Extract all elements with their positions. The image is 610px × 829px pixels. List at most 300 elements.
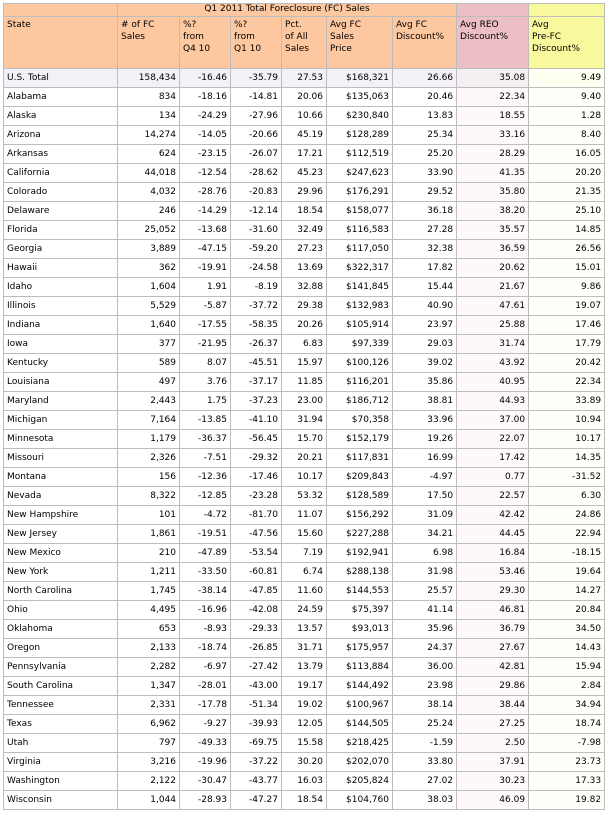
cell-avg-pre-fc-discount: -18.15 — [529, 544, 605, 563]
foreclosure-table-container — [3, 3, 604, 825]
table-row — [4, 202, 605, 221]
cell-state: Colorado — [4, 183, 118, 202]
cell-pct-from-q1-10: -58.35 — [231, 316, 282, 335]
cell-pct-from-q4-10: -18.74 — [180, 639, 231, 658]
cell-avg-pre-fc-discount: 25.10 — [529, 202, 605, 221]
cell-avg-reo-discount: 28.29 — [457, 145, 529, 164]
column-header-line: Pct. — [285, 20, 302, 30]
cell-pct-of-all-sales: 29.38 — [282, 297, 327, 316]
cell-pct-from-q4-10: 8.07 — [180, 354, 231, 373]
cell-pct-from-q4-10: -16.96 — [180, 601, 231, 620]
cell-avg-fc-discount: 19.26 — [393, 430, 457, 449]
cell-avg-fc-discount: 27.02 — [393, 772, 457, 791]
cell-avg-fc-sales-price: $227,288 — [327, 525, 393, 544]
cell-avg-pre-fc-discount: -7.98 — [529, 734, 605, 753]
cell-avg-fc-sales-price: $156,292 — [327, 506, 393, 525]
table-row — [4, 601, 605, 620]
cell-avg-fc-discount: 16.99 — [393, 449, 457, 468]
cell-fc-sales: 2,122 — [118, 772, 180, 791]
cell-pct-of-all-sales: 23.00 — [282, 392, 327, 411]
cell-avg-pre-fc-discount: 26.56 — [529, 240, 605, 259]
cell-avg-fc-discount: 35.96 — [393, 620, 457, 639]
cell-pct-of-all-sales: 31.94 — [282, 411, 327, 430]
cell-avg-reo-discount: 29.86 — [457, 677, 529, 696]
cell-avg-reo-discount: 41.35 — [457, 164, 529, 183]
cell-avg-fc-sales-price: $205,824 — [327, 772, 393, 791]
column-header-line: Q4 10 — [183, 44, 211, 54]
cell-avg-fc-sales-price: $100,126 — [327, 354, 393, 373]
cell-avg-fc-discount: 39.02 — [393, 354, 457, 373]
cell-avg-reo-discount: 35.08 — [457, 69, 529, 88]
table-row — [4, 620, 605, 639]
table-row — [4, 259, 605, 278]
column-header-line: Pre-FC — [532, 32, 562, 42]
cell-avg-fc-sales-price: $75,397 — [327, 601, 393, 620]
cell-avg-fc-discount: 13.83 — [393, 107, 457, 126]
cell-avg-reo-discount: 18.55 — [457, 107, 529, 126]
column-header-line: Q1 10 — [234, 44, 262, 54]
cell-pct-from-q1-10: -35.79 — [231, 69, 282, 88]
table-row — [4, 525, 605, 544]
cell-fc-sales: 156 — [118, 468, 180, 487]
cell-state: Hawaii — [4, 259, 118, 278]
cell-avg-fc-discount: 29.03 — [393, 335, 457, 354]
cell-avg-pre-fc-discount: 14.35 — [529, 449, 605, 468]
cell-avg-fc-discount: 40.90 — [393, 297, 457, 316]
cell-avg-reo-discount: 25.88 — [457, 316, 529, 335]
cell-avg-reo-discount: 47.61 — [457, 297, 529, 316]
cell-avg-pre-fc-discount: 22.34 — [529, 373, 605, 392]
cell-pct-of-all-sales: 20.06 — [282, 88, 327, 107]
table-row — [4, 696, 605, 715]
cell-avg-fc-sales-price: $104,760 — [327, 791, 393, 810]
cell-avg-pre-fc-discount: 34.94 — [529, 696, 605, 715]
cell-avg-pre-fc-discount: 9.40 — [529, 88, 605, 107]
cell-pct-from-q1-10: -56.45 — [231, 430, 282, 449]
cell-avg-reo-discount: 35.80 — [457, 183, 529, 202]
cell-state: California — [4, 164, 118, 183]
cell-pct-of-all-sales: 27.53 — [282, 69, 327, 88]
cell-avg-pre-fc-discount: 9.86 — [529, 278, 605, 297]
cell-avg-pre-fc-discount: 19.82 — [529, 791, 605, 810]
cell-avg-pre-fc-discount: 20.84 — [529, 601, 605, 620]
column-header-state — [4, 17, 118, 69]
cell-avg-fc-sales-price: $93,013 — [327, 620, 393, 639]
cell-avg-fc-sales-price: $135,063 — [327, 88, 393, 107]
cell-state: Maryland — [4, 392, 118, 411]
cell-pct-of-all-sales: 18.54 — [282, 791, 327, 810]
cell-avg-pre-fc-discount: 24.86 — [529, 506, 605, 525]
cell-pct-from-q1-10: -39.93 — [231, 715, 282, 734]
column-header-line: %? — [183, 20, 197, 30]
cell-pct-from-q1-10: -81.70 — [231, 506, 282, 525]
cell-avg-fc-discount: 41.14 — [393, 601, 457, 620]
cell-state: Minnesota — [4, 430, 118, 449]
cell-avg-fc-discount: 35.86 — [393, 373, 457, 392]
cell-fc-sales: 8,322 — [118, 487, 180, 506]
cell-pct-of-all-sales: 32.88 — [282, 278, 327, 297]
cell-avg-pre-fc-discount: 22.94 — [529, 525, 605, 544]
cell-pct-from-q1-10: -26.07 — [231, 145, 282, 164]
cell-pct-from-q4-10: -24.29 — [180, 107, 231, 126]
cell-avg-pre-fc-discount: 19.64 — [529, 563, 605, 582]
cell-avg-reo-discount: 43.92 — [457, 354, 529, 373]
cell-avg-reo-discount: 53.46 — [457, 563, 529, 582]
column-header-line: Discount% — [532, 44, 581, 54]
cell-avg-pre-fc-discount: 17.79 — [529, 335, 605, 354]
cell-state: New Hampshire — [4, 506, 118, 525]
cell-pct-from-q1-10: -51.34 — [231, 696, 282, 715]
cell-avg-fc-sales-price: $176,291 — [327, 183, 393, 202]
cell-fc-sales: 2,331 — [118, 696, 180, 715]
cell-avg-fc-sales-price: $141,845 — [327, 278, 393, 297]
cell-state: Georgia — [4, 240, 118, 259]
cell-pct-of-all-sales: 11.60 — [282, 582, 327, 601]
cell-state: Wisconsin — [4, 791, 118, 810]
cell-avg-pre-fc-discount: 23.73 — [529, 753, 605, 772]
cell-fc-sales: 377 — [118, 335, 180, 354]
cell-pct-from-q4-10: -33.50 — [180, 563, 231, 582]
cell-avg-fc-discount: 25.24 — [393, 715, 457, 734]
cell-avg-fc-sales-price: $70,358 — [327, 411, 393, 430]
cell-avg-pre-fc-discount: 20.20 — [529, 164, 605, 183]
cell-avg-fc-discount: 36.18 — [393, 202, 457, 221]
table-row — [4, 145, 605, 164]
cell-avg-reo-discount: 42.81 — [457, 658, 529, 677]
cell-state: Idaho — [4, 278, 118, 297]
cell-fc-sales: 14,274 — [118, 126, 180, 145]
cell-avg-fc-sales-price: $117,050 — [327, 240, 393, 259]
cell-state: New York — [4, 563, 118, 582]
cell-state: Utah — [4, 734, 118, 753]
cell-avg-fc-sales-price: $116,201 — [327, 373, 393, 392]
cell-avg-fc-sales-price: $202,070 — [327, 753, 393, 772]
cell-avg-fc-discount: 23.98 — [393, 677, 457, 696]
cell-avg-pre-fc-discount: 6.30 — [529, 487, 605, 506]
cell-fc-sales: 1,745 — [118, 582, 180, 601]
cell-pct-from-q1-10: -27.96 — [231, 107, 282, 126]
cell-pct-from-q1-10: -26.85 — [231, 639, 282, 658]
cell-avg-reo-discount: 31.74 — [457, 335, 529, 354]
cell-avg-fc-discount: 33.96 — [393, 411, 457, 430]
cell-state: Oregon — [4, 639, 118, 658]
cell-state: Alaska — [4, 107, 118, 126]
cell-state: Indiana — [4, 316, 118, 335]
table-row — [4, 297, 605, 316]
table-row — [4, 677, 605, 696]
cell-avg-fc-discount: 17.82 — [393, 259, 457, 278]
cell-pct-of-all-sales: 13.57 — [282, 620, 327, 639]
cell-avg-reo-discount: 46.09 — [457, 791, 529, 810]
cell-avg-fc-sales-price: $100,967 — [327, 696, 393, 715]
cell-avg-fc-discount: -4.97 — [393, 468, 457, 487]
cell-avg-pre-fc-discount: 1.28 — [529, 107, 605, 126]
cell-pct-from-q1-10: -29.33 — [231, 620, 282, 639]
state-header-spacer — [4, 4, 118, 17]
column-header-line: Avg FC — [396, 20, 427, 30]
cell-avg-reo-discount: 36.59 — [457, 240, 529, 259]
cell-pct-from-q4-10: 3.76 — [180, 373, 231, 392]
cell-fc-sales: 2,133 — [118, 639, 180, 658]
cell-avg-fc-sales-price: $152,179 — [327, 430, 393, 449]
cell-avg-pre-fc-discount: 2.84 — [529, 677, 605, 696]
table-row — [4, 563, 605, 582]
cell-pct-from-q4-10: -12.36 — [180, 468, 231, 487]
cell-pct-from-q1-10: -17.46 — [231, 468, 282, 487]
cell-avg-reo-discount: 22.57 — [457, 487, 529, 506]
cell-fc-sales: 6,962 — [118, 715, 180, 734]
cell-fc-sales: 589 — [118, 354, 180, 373]
cell-avg-pre-fc-discount: 33.89 — [529, 392, 605, 411]
table-row — [4, 487, 605, 506]
cell-avg-pre-fc-discount: 17.46 — [529, 316, 605, 335]
table-row — [4, 183, 605, 202]
cell-fc-sales: 4,495 — [118, 601, 180, 620]
table-row — [4, 164, 605, 183]
column-header-line: State — [7, 20, 31, 30]
cell-pct-from-q4-10: -49.33 — [180, 734, 231, 753]
column-header-row — [4, 17, 605, 69]
cell-fc-sales: 3,216 — [118, 753, 180, 772]
cell-fc-sales: 362 — [118, 259, 180, 278]
table-row — [4, 316, 605, 335]
cell-pct-from-q4-10: -13.85 — [180, 411, 231, 430]
cell-pct-of-all-sales: 19.17 — [282, 677, 327, 696]
cell-fc-sales: 101 — [118, 506, 180, 525]
cell-fc-sales: 1,044 — [118, 791, 180, 810]
cell-pct-from-q4-10: -16.46 — [180, 69, 231, 88]
cell-fc-sales: 1,861 — [118, 525, 180, 544]
cell-pct-from-q1-10: -60.81 — [231, 563, 282, 582]
cell-pct-from-q1-10: -28.62 — [231, 164, 282, 183]
table-title: Q1 2011 Total Foreclosure (FC) Sales — [118, 4, 457, 17]
cell-pct-from-q4-10: -47.15 — [180, 240, 231, 259]
cell-pct-from-q4-10: -4.72 — [180, 506, 231, 525]
cell-pct-of-all-sales: 31.71 — [282, 639, 327, 658]
cell-pct-of-all-sales: 10.17 — [282, 468, 327, 487]
cell-avg-fc-discount: 26.66 — [393, 69, 457, 88]
cell-pct-from-q4-10: -19.91 — [180, 259, 231, 278]
cell-avg-fc-discount: 31.98 — [393, 563, 457, 582]
cell-pct-of-all-sales: 53.32 — [282, 487, 327, 506]
table-row — [4, 772, 605, 791]
cell-pct-of-all-sales: 7.19 — [282, 544, 327, 563]
table-row — [4, 734, 605, 753]
cell-avg-fc-discount: 15.44 — [393, 278, 457, 297]
cell-state: Illinois — [4, 297, 118, 316]
cell-avg-pre-fc-discount: 15.94 — [529, 658, 605, 677]
table-row — [4, 278, 605, 297]
cell-pct-from-q4-10: -36.37 — [180, 430, 231, 449]
table-row — [4, 392, 605, 411]
cell-fc-sales: 3,889 — [118, 240, 180, 259]
table-row — [4, 221, 605, 240]
cell-state: Tennessee — [4, 696, 118, 715]
cell-avg-fc-discount: -1.59 — [393, 734, 457, 753]
cell-avg-fc-sales-price: $230,840 — [327, 107, 393, 126]
cell-avg-fc-sales-price: $116,583 — [327, 221, 393, 240]
cell-avg-reo-discount: 38.20 — [457, 202, 529, 221]
cell-pct-from-q1-10: -37.22 — [231, 753, 282, 772]
reo-header-spacer — [457, 4, 529, 17]
cell-avg-reo-discount: 44.93 — [457, 392, 529, 411]
cell-avg-fc-sales-price: $144,492 — [327, 677, 393, 696]
cell-pct-of-all-sales: 45.19 — [282, 126, 327, 145]
cell-pct-from-q4-10: -17.78 — [180, 696, 231, 715]
cell-avg-fc-discount: 31.09 — [393, 506, 457, 525]
cell-avg-reo-discount: 27.25 — [457, 715, 529, 734]
cell-avg-pre-fc-discount: 14.85 — [529, 221, 605, 240]
cell-pct-of-all-sales: 29.96 — [282, 183, 327, 202]
column-header-fc-sales — [118, 17, 180, 69]
cell-state: Nevada — [4, 487, 118, 506]
column-header-line: Discount% — [396, 32, 445, 42]
cell-pct-from-q4-10: -8.93 — [180, 620, 231, 639]
cell-fc-sales: 2,326 — [118, 449, 180, 468]
cell-pct-from-q4-10: -21.95 — [180, 335, 231, 354]
cell-state: Washington — [4, 772, 118, 791]
cell-fc-sales: 134 — [118, 107, 180, 126]
table-row — [4, 354, 605, 373]
cell-avg-fc-sales-price: $112,519 — [327, 145, 393, 164]
column-header-pct-from-q1-10 — [231, 17, 282, 69]
cell-pct-from-q4-10: -14.29 — [180, 202, 231, 221]
cell-pct-from-q4-10: -17.55 — [180, 316, 231, 335]
cell-pct-from-q4-10: -30.47 — [180, 772, 231, 791]
cell-pct-from-q1-10: -42.08 — [231, 601, 282, 620]
column-header-pct-from-q4-10 — [180, 17, 231, 69]
cell-pct-from-q4-10: -38.14 — [180, 582, 231, 601]
cell-pct-of-all-sales: 17.21 — [282, 145, 327, 164]
cell-avg-pre-fc-discount: 18.74 — [529, 715, 605, 734]
cell-avg-reo-discount: 37.00 — [457, 411, 529, 430]
cell-pct-from-q1-10: -41.10 — [231, 411, 282, 430]
cell-avg-fc-sales-price: $132,983 — [327, 297, 393, 316]
table-row — [4, 240, 605, 259]
cell-fc-sales: 624 — [118, 145, 180, 164]
table-row — [4, 715, 605, 734]
cell-state: Alabama — [4, 88, 118, 107]
cell-avg-fc-sales-price: $175,957 — [327, 639, 393, 658]
cell-avg-fc-sales-price: $168,321 — [327, 69, 393, 88]
cell-pct-from-q1-10: -29.32 — [231, 449, 282, 468]
table-row — [4, 582, 605, 601]
cell-pct-of-all-sales: 16.03 — [282, 772, 327, 791]
table-row — [4, 544, 605, 563]
table-row — [4, 430, 605, 449]
cell-avg-pre-fc-discount: -31.52 — [529, 468, 605, 487]
cell-state: Florida — [4, 221, 118, 240]
cell-avg-reo-discount: 40.95 — [457, 373, 529, 392]
cell-pct-from-q4-10: -13.68 — [180, 221, 231, 240]
cell-pct-from-q1-10: -69.75 — [231, 734, 282, 753]
table-row — [4, 449, 605, 468]
column-header-line: Sales — [330, 32, 354, 42]
cell-pct-from-q1-10: -43.77 — [231, 772, 282, 791]
cell-avg-reo-discount: 0.77 — [457, 468, 529, 487]
cell-avg-fc-sales-price: $192,941 — [327, 544, 393, 563]
column-header-line: Sales — [285, 44, 309, 54]
cell-avg-pre-fc-discount: 14.27 — [529, 582, 605, 601]
table-row — [4, 658, 605, 677]
cell-avg-fc-discount: 17.50 — [393, 487, 457, 506]
cell-avg-reo-discount: 21.67 — [457, 278, 529, 297]
cell-pct-of-all-sales: 19.02 — [282, 696, 327, 715]
cell-fc-sales: 834 — [118, 88, 180, 107]
table-row — [4, 88, 605, 107]
table-row — [4, 126, 605, 145]
cell-pct-of-all-sales: 12.05 — [282, 715, 327, 734]
cell-avg-pre-fc-discount: 34.50 — [529, 620, 605, 639]
cell-fc-sales: 4,032 — [118, 183, 180, 202]
cell-avg-pre-fc-discount: 17.33 — [529, 772, 605, 791]
cell-fc-sales: 1,211 — [118, 563, 180, 582]
cell-pct-from-q4-10: -18.16 — [180, 88, 231, 107]
cell-avg-pre-fc-discount: 16.05 — [529, 145, 605, 164]
cell-avg-fc-sales-price: $128,289 — [327, 126, 393, 145]
cell-avg-reo-discount: 17.42 — [457, 449, 529, 468]
cell-state: Arkansas — [4, 145, 118, 164]
cell-pct-from-q4-10: -7.51 — [180, 449, 231, 468]
cell-avg-reo-discount: 44.45 — [457, 525, 529, 544]
cell-pct-of-all-sales: 11.07 — [282, 506, 327, 525]
table-row — [4, 468, 605, 487]
cell-avg-fc-discount: 25.57 — [393, 582, 457, 601]
cell-avg-reo-discount: 20.62 — [457, 259, 529, 278]
cell-pct-from-q4-10: -6.97 — [180, 658, 231, 677]
cell-fc-sales: 7,164 — [118, 411, 180, 430]
cell-state: Arizona — [4, 126, 118, 145]
cell-pct-of-all-sales: 13.79 — [282, 658, 327, 677]
cell-pct-from-q1-10: -31.60 — [231, 221, 282, 240]
column-header-line: %? — [234, 20, 248, 30]
table-row — [4, 639, 605, 658]
cell-pct-from-q4-10: -19.51 — [180, 525, 231, 544]
cell-state: North Carolina — [4, 582, 118, 601]
cell-fc-sales: 210 — [118, 544, 180, 563]
cell-pct-from-q1-10: -20.83 — [231, 183, 282, 202]
cell-avg-reo-discount: 30.23 — [457, 772, 529, 791]
cell-avg-reo-discount: 22.07 — [457, 430, 529, 449]
cell-avg-fc-sales-price: $247,623 — [327, 164, 393, 183]
cell-pct-of-all-sales: 15.60 — [282, 525, 327, 544]
cell-pct-from-q1-10: -37.23 — [231, 392, 282, 411]
cell-fc-sales: 653 — [118, 620, 180, 639]
column-header-line: from — [183, 32, 204, 42]
cell-pct-from-q1-10: -23.28 — [231, 487, 282, 506]
column-header-line: Sales — [121, 32, 145, 42]
cell-avg-fc-discount: 33.90 — [393, 164, 457, 183]
cell-avg-reo-discount: 16.84 — [457, 544, 529, 563]
cell-avg-reo-discount: 38.44 — [457, 696, 529, 715]
cell-pct-of-all-sales: 6.83 — [282, 335, 327, 354]
cell-avg-pre-fc-discount: 15.01 — [529, 259, 605, 278]
cell-avg-reo-discount: 22.34 — [457, 88, 529, 107]
cell-pct-of-all-sales: 20.21 — [282, 449, 327, 468]
cell-state: Delaware — [4, 202, 118, 221]
cell-avg-fc-sales-price: $113,884 — [327, 658, 393, 677]
us-total-row — [4, 69, 605, 88]
cell-pct-of-all-sales: 11.85 — [282, 373, 327, 392]
cell-pct-from-q1-10: -53.54 — [231, 544, 282, 563]
cell-pct-from-q1-10: -20.66 — [231, 126, 282, 145]
column-header-line: of All — [285, 32, 308, 42]
cell-avg-fc-sales-price: $97,339 — [327, 335, 393, 354]
cell-pct-from-q1-10: -59.20 — [231, 240, 282, 259]
cell-pct-from-q1-10: -45.51 — [231, 354, 282, 373]
table-row — [4, 753, 605, 772]
cell-fc-sales: 25,052 — [118, 221, 180, 240]
